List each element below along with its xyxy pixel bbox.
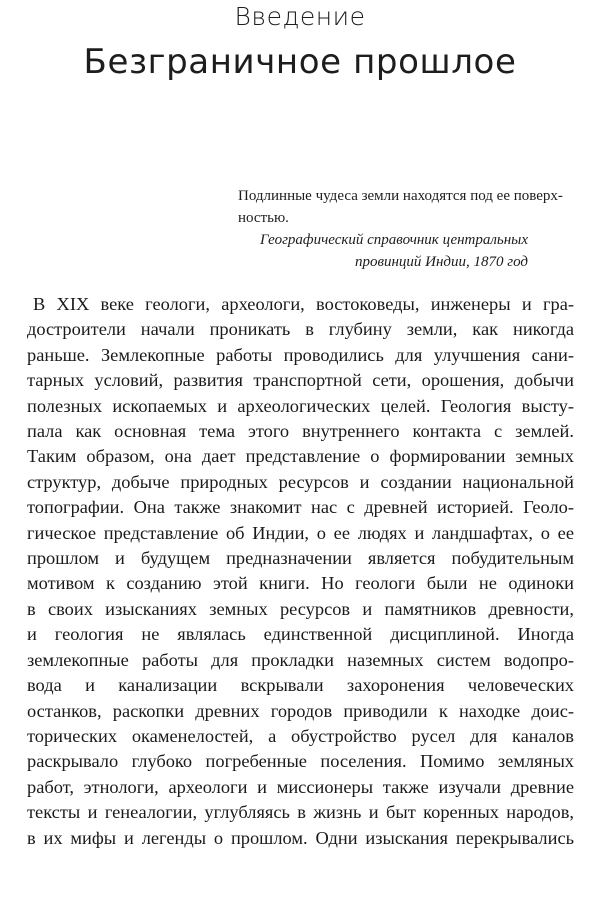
body-line: В XIX веке геологи, археологи, востоковеды, инженеры и гра-	[33, 294, 574, 314]
body-line: землекопные работы для прокладки наземных систем водопро-	[27, 649, 574, 670]
body-line: мотивом к созданию этой книги. Но геологи были не одиноки	[27, 573, 574, 594]
body-line: топографии. Она также знакомит нас с древней историей. Геоло-	[27, 497, 574, 518]
body-line: раскрывало глубоко погребенные поселения. Помимо земляных	[27, 751, 574, 772]
body-line: достроители начали проникать в глубину земли, как никогда	[27, 319, 574, 340]
body-line: торических окаменелостей, а обустройство русел для каналов	[27, 725, 574, 746]
body-line: работ, этнологи, археологи и миссионеры также изучали древние	[27, 776, 574, 797]
epigraph-source	[238, 229, 528, 273]
chapter-kicker: Введение	[234, 2, 366, 31]
body-line: структур, добыче природных ресурсов и создании национальной	[27, 471, 574, 492]
epigraph	[238, 185, 563, 273]
epigraph-line: Подлинные чудеса земли находятся под ее поверх-	[238, 188, 563, 204]
body-line: вода и канализации вскрывали захоронения человеческих	[27, 675, 574, 696]
body-line: тарных условий, развития транспортной сети, орошения, добычи	[27, 370, 574, 391]
body-line: полезных ископаемых и археологических целей. Геология высту-	[27, 395, 574, 416]
body-line: пала как основная тема этого внутреннего контакта с землей.	[27, 421, 574, 442]
body-line: прошлом и будущем предназначении является побудительным	[27, 548, 574, 569]
body-line: тексты и генеалогии, углубляясь в жизнь и быт коренных народов,	[27, 802, 574, 823]
epigraph-line: ностью.	[238, 210, 289, 226]
body-line: в своих изысканиях земных ресурсов и памятников древности,	[27, 598, 574, 619]
epigraph-source-line: Географический справочник центральных	[260, 232, 528, 248]
body-line: Таким образом, она дает представление о формировании земных	[27, 446, 574, 467]
epigraph-source-line: провинций Индии, 1870 год	[354, 254, 528, 270]
body-paragraph	[27, 292, 574, 851]
body-line: и геология не являлась единственной дисциплиной. Иногда	[27, 624, 574, 645]
body-line: в их мифы и легенды о прошлом. Одни изыскания перекрывались	[27, 827, 574, 848]
chapter-title: Безграничное прошлое	[83, 42, 517, 82]
body-line: раньше. Землекопные работы проводились для улучшения сани-	[27, 344, 574, 365]
body-line: гическое представление об Индии, о ее людях и ландшафтах, о ее	[27, 522, 574, 543]
body-line: останков, раскопки древних городов приводили к находке доис-	[27, 700, 574, 721]
